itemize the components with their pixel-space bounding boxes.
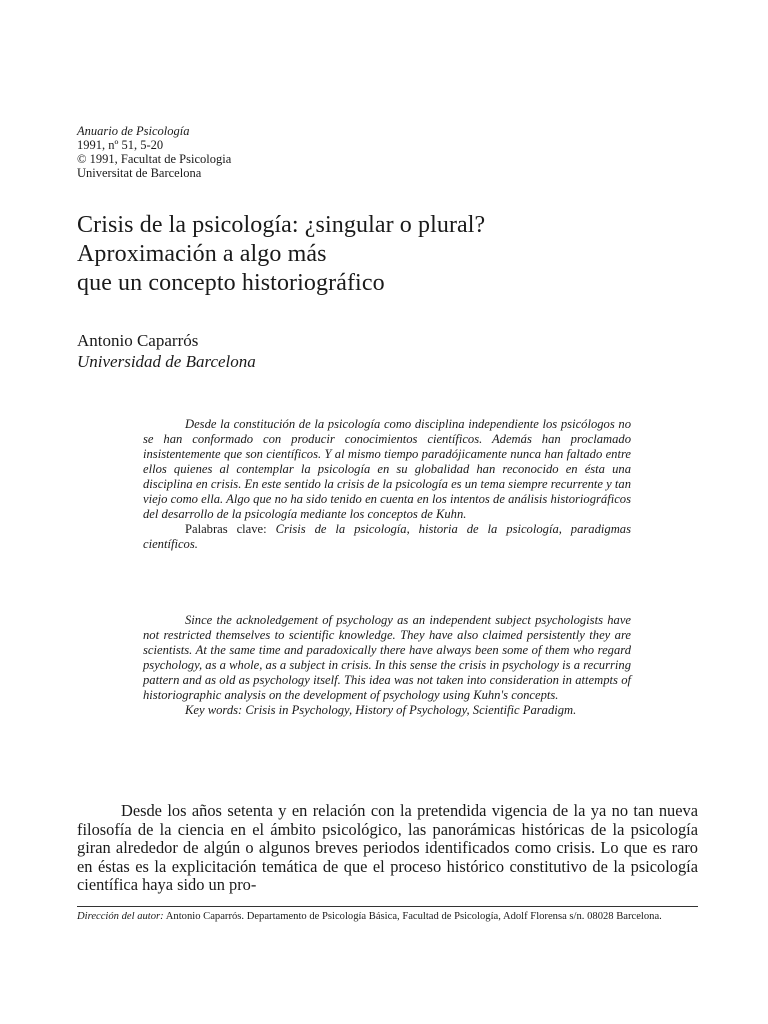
journal-info [77, 124, 231, 180]
keywords-es-text: Crisis de la psicología, historia de la psicología, paradigmas científicos. [143, 522, 631, 551]
abstract-es-keywords [143, 522, 631, 552]
title-line-2: Aproximación a algo más [77, 241, 327, 267]
title-line-3: que un concepto historiográfico [77, 270, 385, 296]
abstract-en-keywords [143, 703, 631, 718]
author-affiliation: Universidad de Barcelona [77, 352, 256, 371]
body-paragraph: Desde los años setenta y en relación con la pretendida vigencia de la ya no tan nueva filosofía de la ciencia en el ámbito psicológico, las panorámicas históricas de la psicología giran alrededor de algún o algunos breves periodos identificados como crisis. Lo que es raro en éstas es la explicitación temática de que el proceso histórico constitutivo de la psicología científica haya sido un pro- [77, 801, 698, 894]
author-name: Antonio Caparrós [77, 331, 199, 350]
footnote-text: Antonio Caparrós. Departamento de Psicología Básica, Facultad de Psicología, Adolf Florensa s/n. 08028 Barcelona. [165, 911, 662, 922]
keywords-en-text: Crisis in Psychology, History of Psychology, Scientific Paradigm. [245, 703, 577, 717]
footnote [77, 906, 698, 923]
article-title [77, 211, 485, 298]
footnote-rule [77, 906, 698, 907]
footnote-label: Dirección del autor: [77, 911, 164, 922]
keywords-en-label: Key words: [185, 703, 243, 717]
institution-line: Universitat de Barcelona [77, 166, 202, 180]
journal-name: Anuario de Psicología [77, 124, 190, 138]
abstract-es-text: Desde la constitución de la psicología como disciplina independiente los psicólogos no se han conformado con producir conocimientos científicos. Además han proclamado insistentemente que son científicos. Y al mismo tiempo paradójicamente nunca han faltado entre ellos quienes al contemplar la psicología en su globalidad han reconocido en ésta una disciplina en crisis. En este sentido la crisis de la psicología es un tema siempre recurrente y tan viejo como ella. Algo que no ha sido tenido en cuenta en los intentos de análisis historiográficos del desarrollo de la psicología mediante los conceptos de Kuhn. [143, 417, 631, 521]
keywords-es-label: Palabras clave: [185, 522, 267, 536]
author-block [77, 330, 256, 372]
abstract-en-text: Since the acknoledgement of psychology as an independent subject psychologists have not restricted themselves to scientific knowledge. They have also claimed persistently they are scientists. At the same time and paradoxically there have always been some of them who regard psychology, as a whole, as a subject in crisis. In this sense the crisis in psychology is a recurring pattern and as old as psychology itself. This idea was not taken into consideration in attempts of historiographic analysis on the development of psychology using Kuhn's concepts. [143, 613, 631, 702]
copyright-line: © 1991, Facultat de Psicologia [77, 152, 232, 166]
title-line-1: Crisis de la psicología: ¿singular o plural? [77, 212, 486, 238]
abstract-spanish [143, 417, 631, 552]
volume-line: 1991, nº 51, 5-20 [77, 138, 164, 152]
abstract-english [143, 613, 631, 718]
